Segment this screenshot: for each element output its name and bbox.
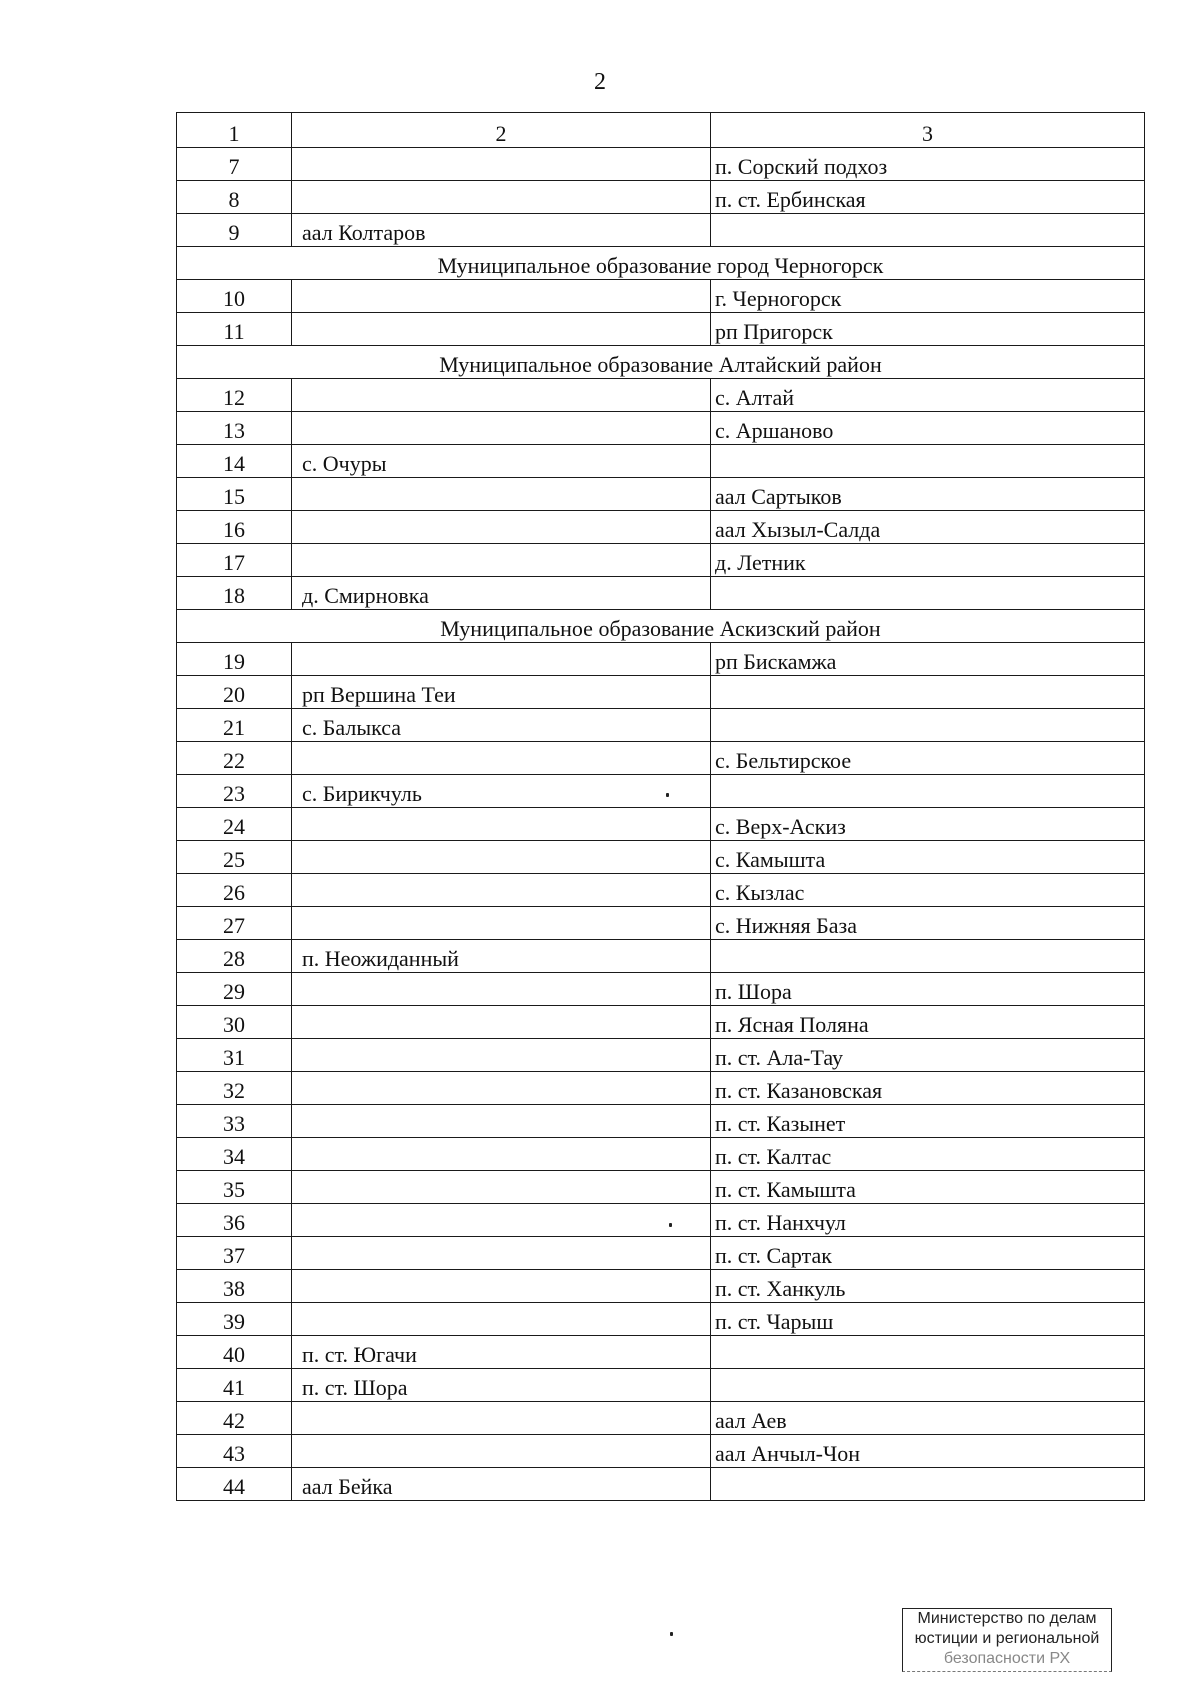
settlement-col-3	[711, 1369, 1145, 1402]
stamp-line-3: безопасности РХ	[943, 1650, 1071, 1667]
settlement-col-2	[292, 1171, 711, 1204]
row-number: 25	[177, 841, 292, 874]
section-title: Муниципальное образование Алтайский район	[177, 346, 1145, 379]
row-number: 7	[177, 148, 292, 181]
row-number: 20	[177, 676, 292, 709]
settlement-col-2	[292, 742, 711, 775]
header-col-3: 3	[711, 113, 1145, 148]
row-number: 44	[177, 1468, 292, 1501]
settlement-col-2	[292, 478, 711, 511]
row-number: 40	[177, 1336, 292, 1369]
settlement-col-2	[292, 1303, 711, 1336]
settlement-col-3	[711, 1336, 1145, 1369]
table-row	[177, 1006, 1145, 1039]
settlement-col-2	[292, 808, 711, 841]
row-number: 14	[177, 445, 292, 478]
settlement-col-3	[711, 445, 1145, 478]
stamp-line-2: юстиции и региональной	[914, 1630, 1100, 1647]
settlement-col-3	[711, 676, 1145, 709]
settlement-col-3: п. ст. Калтас	[711, 1138, 1145, 1171]
row-number: 9	[177, 214, 292, 247]
table-row	[177, 643, 1145, 676]
settlement-col-2: аал Колтаров	[292, 214, 711, 247]
table-row	[177, 676, 1145, 709]
settlement-col-2	[292, 313, 711, 346]
table-row	[177, 1039, 1145, 1072]
settlement-col-3: рп Пригорск	[711, 313, 1145, 346]
row-number: 36	[177, 1204, 292, 1237]
settlement-col-2: с. Очуры	[292, 445, 711, 478]
settlement-col-2	[292, 1237, 711, 1270]
table-row	[177, 181, 1145, 214]
table-row	[177, 1303, 1145, 1336]
settlement-col-2	[292, 1270, 711, 1303]
table-row	[177, 511, 1145, 544]
table-row	[177, 973, 1145, 1006]
row-number: 32	[177, 1072, 292, 1105]
table-body	[177, 113, 1145, 1501]
settlement-col-3: д. Летник	[711, 544, 1145, 577]
row-number: 28	[177, 940, 292, 973]
header-col-1: 1	[177, 113, 292, 148]
settlement-col-3: с. Кызлас	[711, 874, 1145, 907]
settlement-col-2	[292, 379, 711, 412]
settlement-col-2	[292, 1435, 711, 1468]
settlement-col-3: аал Анчыл-Чон	[711, 1435, 1145, 1468]
row-number: 27	[177, 907, 292, 940]
header-col-2: 2	[292, 113, 711, 148]
table-row	[177, 1204, 1145, 1237]
settlement-col-3: п. ст. Казынет	[711, 1105, 1145, 1138]
section-row	[177, 346, 1145, 379]
row-number: 26	[177, 874, 292, 907]
settlement-col-2	[292, 1072, 711, 1105]
row-number: 18	[177, 577, 292, 610]
row-number: 43	[177, 1435, 292, 1468]
settlement-col-2: п. Неожиданный	[292, 940, 711, 973]
settlement-col-3: с. Аршаново	[711, 412, 1145, 445]
table-row	[177, 280, 1145, 313]
section-row	[177, 247, 1145, 280]
settlement-col-3: п. ст. Камышта	[711, 1171, 1145, 1204]
settlement-col-2: п. ст. Шора	[292, 1369, 711, 1402]
row-number: 24	[177, 808, 292, 841]
table-row	[177, 1468, 1145, 1501]
table-row	[177, 709, 1145, 742]
settlement-col-2	[292, 1402, 711, 1435]
row-number: 11	[177, 313, 292, 346]
settlement-col-2	[292, 1039, 711, 1072]
settlement-col-3: г. Черногорск	[711, 280, 1145, 313]
section-row	[177, 610, 1145, 643]
settlement-col-2	[292, 412, 711, 445]
scan-speck	[669, 1223, 672, 1227]
settlement-col-3	[711, 1468, 1145, 1501]
row-number: 31	[177, 1039, 292, 1072]
table-row	[177, 808, 1145, 841]
settlement-col-3: п. Ясная Поляна	[711, 1006, 1145, 1039]
settlement-col-3	[711, 940, 1145, 973]
table-row	[177, 1402, 1145, 1435]
row-number: 10	[177, 280, 292, 313]
row-number: 16	[177, 511, 292, 544]
settlement-col-2	[292, 280, 711, 313]
settlement-col-3: п. ст. Казановская	[711, 1072, 1145, 1105]
row-number: 35	[177, 1171, 292, 1204]
settlement-col-3: аал Сартыков	[711, 478, 1145, 511]
settlement-col-2: п. ст. Югачи	[292, 1336, 711, 1369]
settlement-col-3: аал Хызыл-Салда	[711, 511, 1145, 544]
settlement-col-2	[292, 1138, 711, 1171]
table-row	[177, 1435, 1145, 1468]
scan-speck	[666, 793, 669, 797]
table-row	[177, 1171, 1145, 1204]
row-number: 30	[177, 1006, 292, 1039]
table-row	[177, 1138, 1145, 1171]
table-row	[177, 907, 1145, 940]
table-row	[177, 148, 1145, 181]
settlement-col-2	[292, 874, 711, 907]
settlement-col-2	[292, 148, 711, 181]
settlement-col-3: п. ст. Сартак	[711, 1237, 1145, 1270]
settlement-col-3: п. Шора	[711, 973, 1145, 1006]
settlement-col-2	[292, 643, 711, 676]
table-row	[177, 577, 1145, 610]
table-row	[177, 379, 1145, 412]
row-number: 29	[177, 973, 292, 1006]
page-number: 2	[594, 69, 606, 95]
settlement-col-2	[292, 973, 711, 1006]
section-title: Муниципальное образование город Черногорск	[177, 247, 1145, 280]
settlement-col-2: рп Вершина Теи	[292, 676, 711, 709]
settlement-col-2	[292, 907, 711, 940]
settlement-col-3: п. ст. Ербинская	[711, 181, 1145, 214]
settlement-col-2: аал Бейка	[292, 1468, 711, 1501]
table-row	[177, 775, 1145, 808]
settlement-col-3: п. ст. Чарыш	[711, 1303, 1145, 1336]
scan-speck	[670, 1632, 673, 1636]
settlement-col-2	[292, 181, 711, 214]
table-row	[177, 445, 1145, 478]
row-number: 22	[177, 742, 292, 775]
settlement-col-2: д. Смирновка	[292, 577, 711, 610]
settlement-col-2	[292, 841, 711, 874]
table-row	[177, 1336, 1145, 1369]
table-row	[177, 214, 1145, 247]
settlement-col-3	[711, 709, 1145, 742]
settlement-col-3: п. Сорский подхоз	[711, 148, 1145, 181]
settlement-col-3: с. Камышта	[711, 841, 1145, 874]
settlement-col-3: п. ст. Ханкуль	[711, 1270, 1145, 1303]
settlement-col-3: с. Алтай	[711, 379, 1145, 412]
settlement-col-2	[292, 511, 711, 544]
row-number: 15	[177, 478, 292, 511]
row-number: 21	[177, 709, 292, 742]
row-number: 37	[177, 1237, 292, 1270]
row-number: 33	[177, 1105, 292, 1138]
table-header-row	[177, 113, 1145, 148]
settlement-col-2: с. Бирикчуль	[292, 775, 711, 808]
row-number: 13	[177, 412, 292, 445]
row-number: 39	[177, 1303, 292, 1336]
settlement-col-2	[292, 1204, 711, 1237]
settlement-col-3: с. Верх-Аскиз	[711, 808, 1145, 841]
row-number: 23	[177, 775, 292, 808]
table-row	[177, 874, 1145, 907]
row-number: 19	[177, 643, 292, 676]
table-row	[177, 544, 1145, 577]
settlement-col-3	[711, 775, 1145, 808]
table-row	[177, 412, 1145, 445]
row-number: 34	[177, 1138, 292, 1171]
settlement-col-3: аал Аев	[711, 1402, 1145, 1435]
settlement-col-2	[292, 1105, 711, 1138]
row-number: 17	[177, 544, 292, 577]
settlement-col-3: с. Нижняя База	[711, 907, 1145, 940]
settlement-col-2	[292, 544, 711, 577]
table-row	[177, 940, 1145, 973]
settlement-col-3: п. ст. Ала-Тау	[711, 1039, 1145, 1072]
table-row	[177, 1105, 1145, 1138]
table-row	[177, 478, 1145, 511]
settlement-col-3: п. ст. Нанхчул	[711, 1204, 1145, 1237]
table-row	[177, 1270, 1145, 1303]
row-number: 41	[177, 1369, 292, 1402]
section-title: Муниципальное образование Аскизский район	[177, 610, 1145, 643]
settlement-col-3	[711, 214, 1145, 247]
table-row	[177, 1237, 1145, 1270]
table-row	[177, 313, 1145, 346]
table-row	[177, 841, 1145, 874]
row-number: 42	[177, 1402, 292, 1435]
settlements-table	[176, 112, 1145, 1501]
settlement-col-3: с. Бельтирское	[711, 742, 1145, 775]
table-row	[177, 742, 1145, 775]
registration-stamp	[902, 1608, 1112, 1672]
row-number: 38	[177, 1270, 292, 1303]
row-number: 8	[177, 181, 292, 214]
settlement-col-3: рп Бискамжа	[711, 643, 1145, 676]
settlement-col-2: с. Балыкса	[292, 709, 711, 742]
settlement-col-2	[292, 1006, 711, 1039]
stamp-line-1: Министерство по делам	[917, 1610, 1097, 1627]
table-row	[177, 1072, 1145, 1105]
row-number: 12	[177, 379, 292, 412]
table-row	[177, 1369, 1145, 1402]
settlement-col-3	[711, 577, 1145, 610]
